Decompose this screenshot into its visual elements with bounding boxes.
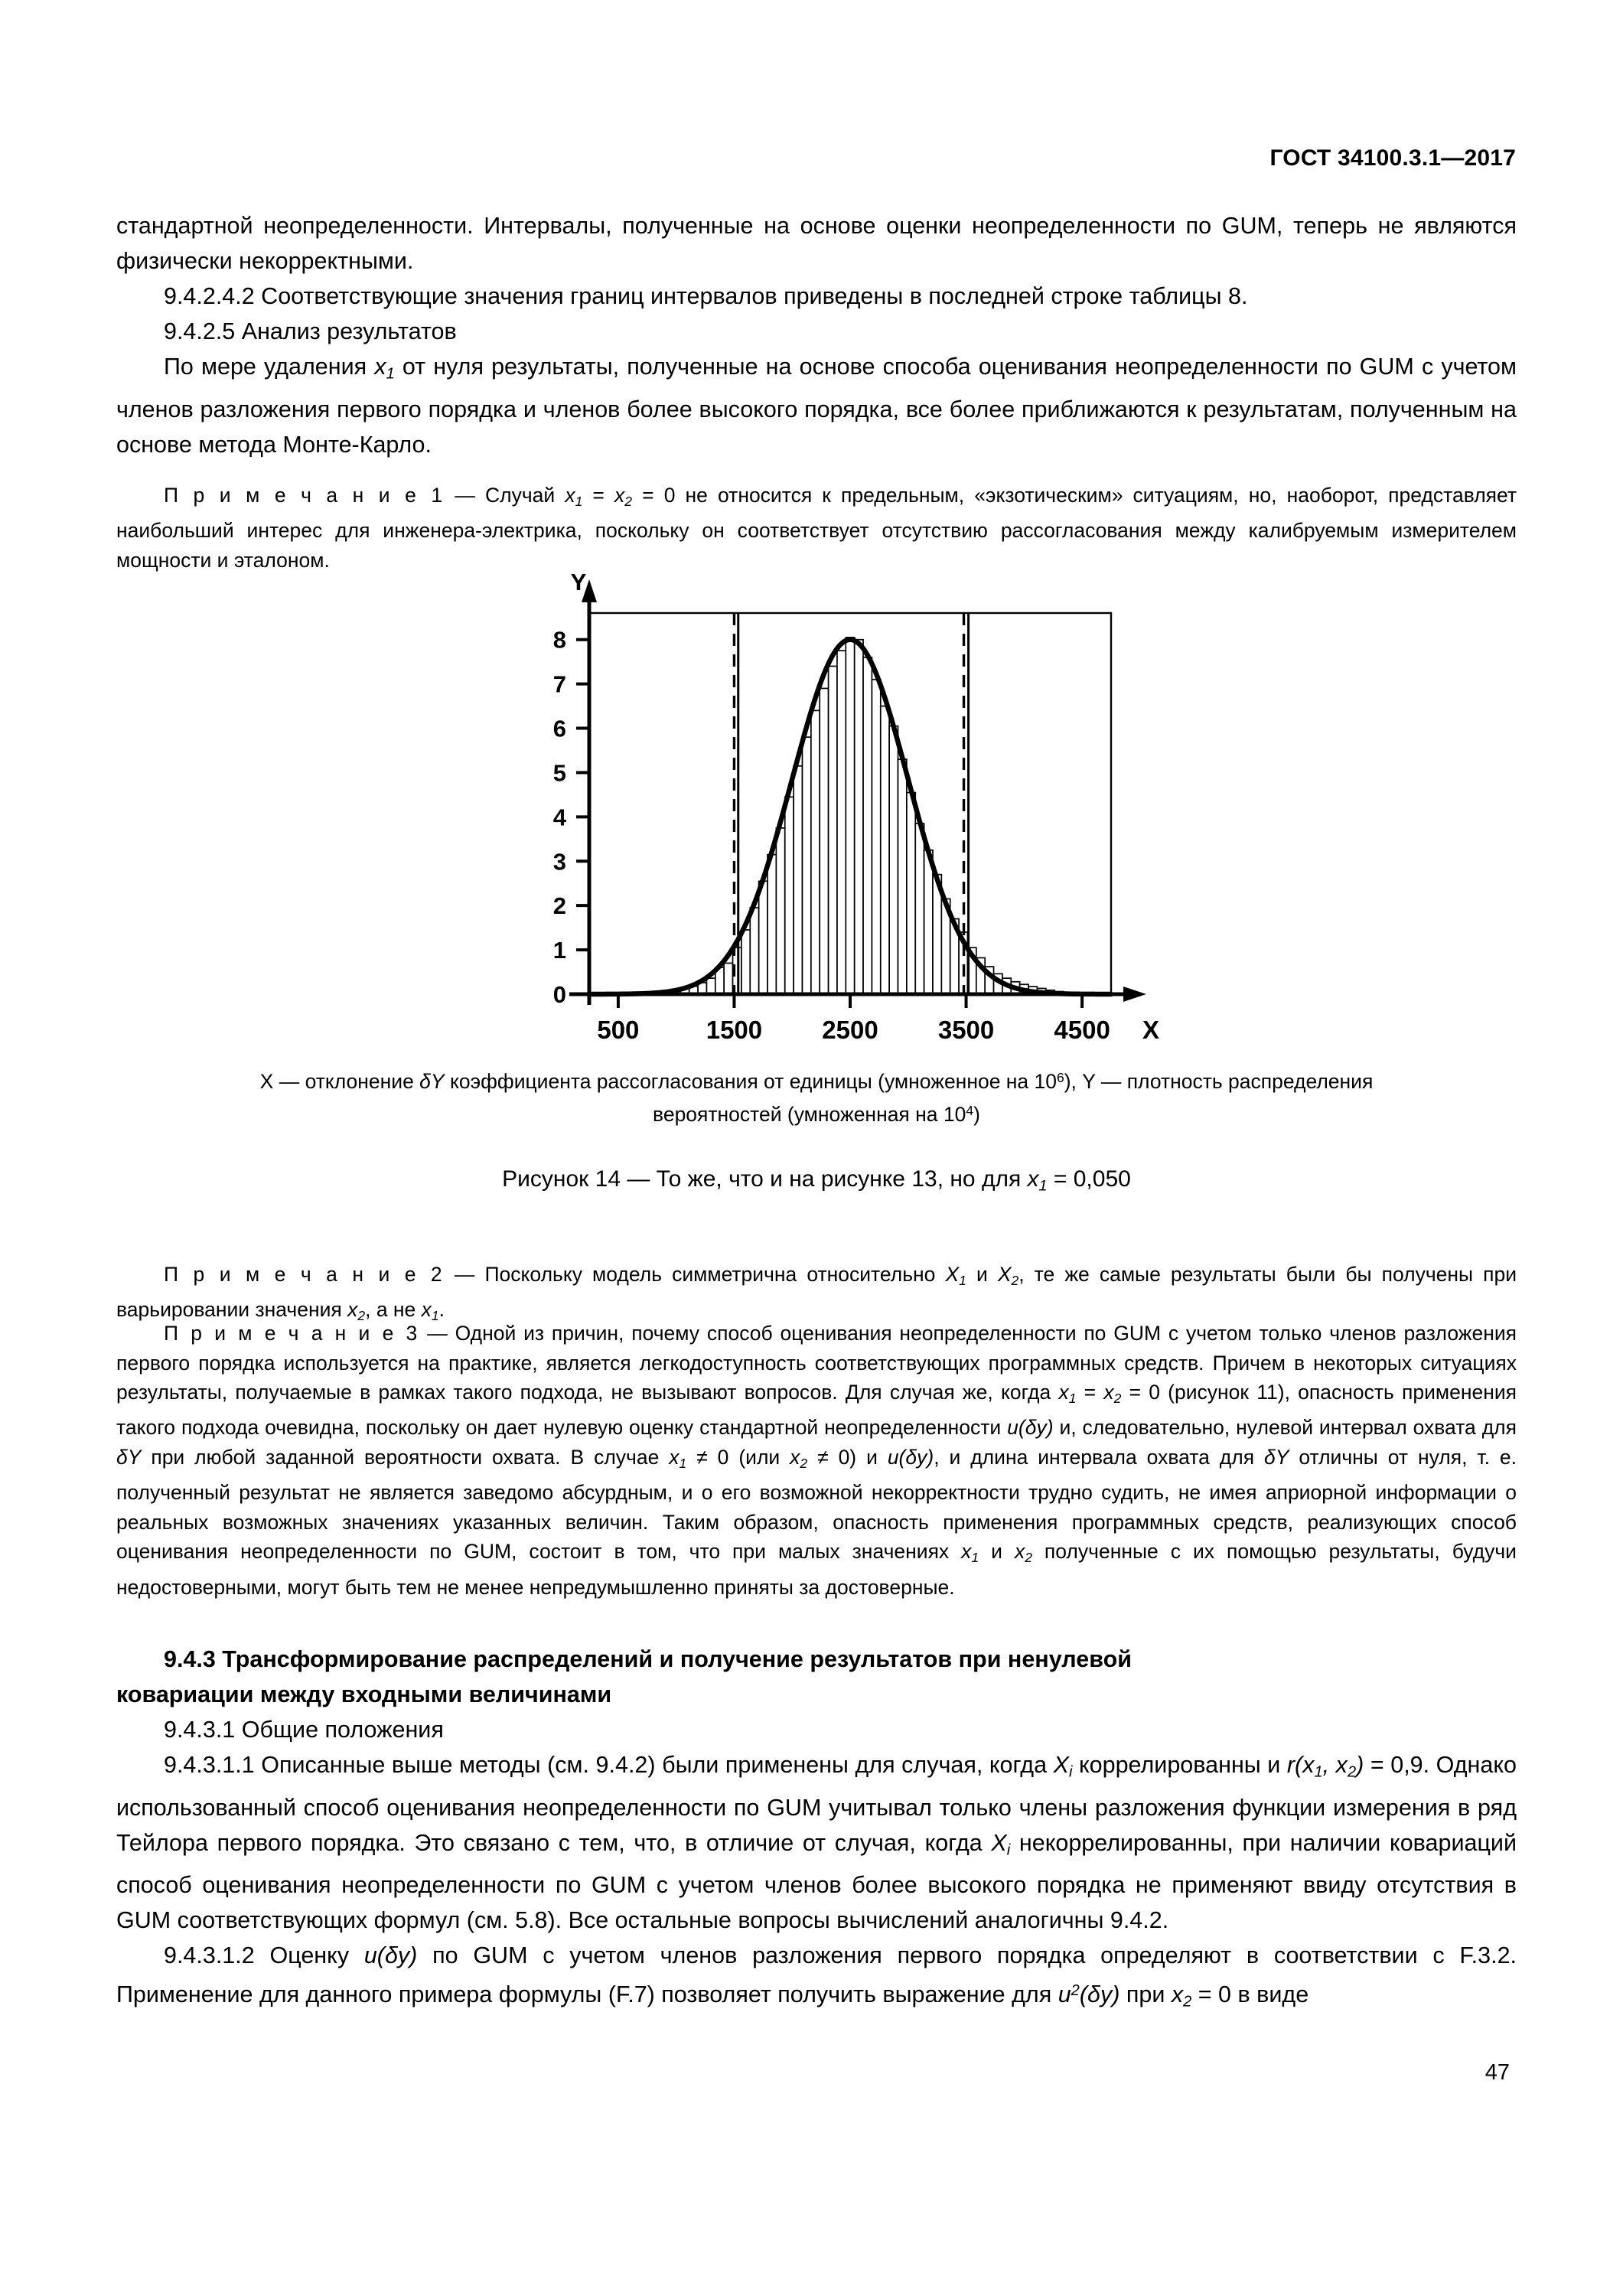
standard-number: ГОСТ 34100.3.1—2017 xyxy=(1269,145,1516,171)
paragraph-continued xyxy=(116,208,1517,279)
x-tick-label: 2500 xyxy=(822,1016,878,1044)
var-x1: $x_1$ xyxy=(669,1445,687,1471)
note-3-lead: П р и м е ч а н и е 3 xyxy=(164,1322,420,1345)
histogram-bar xyxy=(924,850,933,994)
var-x1: $x_1$ xyxy=(1058,1381,1077,1406)
figure-14 xyxy=(116,569,1517,1201)
note-2: П р и м е ч а н и е 2 — Поскольку модель симметрична относительно $X_1$ и $X_2$, те же самые результаты были бы получены при варьировании значения $x_2$, а не $x_1$. xyxy=(116,1263,1517,1324)
intro-paragraphs xyxy=(116,208,1517,462)
histogram-bar xyxy=(872,680,880,994)
histogram-bar xyxy=(829,666,837,994)
var-x2: $x_2$ xyxy=(790,1445,808,1471)
page-number: 47 xyxy=(1484,2060,1510,2085)
x-tick-label: 3500 xyxy=(937,1016,995,1044)
histogram-bar xyxy=(907,793,915,994)
histogram-bar xyxy=(724,963,732,994)
x-axis-label: X xyxy=(1142,1016,1160,1044)
y-tick-label: 6 xyxy=(552,715,566,742)
u-delta-y: u(δy) xyxy=(363,1942,418,1969)
x-tick-label: 1500 xyxy=(706,1016,763,1044)
y-tick-label: 3 xyxy=(552,848,566,876)
para-top-line1: стандартной неопределенности. Интервалы, полученные на основе оценки неопределенности по GUM, xyxy=(116,213,1283,239)
y-tick-label: 1 xyxy=(552,937,566,964)
histogram-bar xyxy=(846,638,854,994)
histogram-bar xyxy=(915,823,924,994)
histogram-bar xyxy=(768,855,776,994)
histogram-bar xyxy=(706,978,715,994)
u-squared-delta-y: $u^2(\delta y)$ xyxy=(1058,1981,1120,2008)
clause-9-4-3-1: 9.4.3.1 Общие положения xyxy=(164,1717,444,1743)
histogram-bar xyxy=(794,766,802,994)
note-1-lead: П р и м е ч а н и е 1 xyxy=(164,484,445,507)
note-1: П р и м е ч а н и е 1 — Случай $x_1 = x_2 = 0$ не относится к предельным, «экзотическим» ситуациям, но, наоборот, представляет наибольший интерес для инженера-электрика, поскольку он соответствует отсутствию рассогласования между калибруемым измерителем мощности и эталоном. xyxy=(116,484,1517,572)
figure-axis-legend: X — отклонение δY коэффициента рассогласования от единицы (умноженное на $10^6$), Y — плотность распределения вероятностей (умноженная на $10^4$) xyxy=(259,1069,1374,1126)
u-delta-y: u(δy) xyxy=(1007,1416,1054,1440)
delta-y-symbol: δY xyxy=(419,1069,445,1093)
y-tick-label: 2 xyxy=(552,892,566,920)
y-tick-label: 8 xyxy=(552,626,566,654)
histogram-bar xyxy=(855,640,863,994)
histogram-bar xyxy=(750,908,758,994)
var-Xi: $X_i$ xyxy=(1053,1752,1073,1781)
section-9-4-3 xyxy=(116,1642,1517,2020)
histogram-bar xyxy=(759,881,768,994)
x-tick-label: 4500 xyxy=(1054,1016,1110,1044)
y-tick-label: 0 xyxy=(552,981,566,1008)
histogram-bar xyxy=(881,706,889,994)
corr-coefficient: $r(x_1$, $x_2$) xyxy=(1286,1752,1364,1781)
var-x2: $x_2$ xyxy=(1171,1981,1192,2011)
note-3: П р и м е ч а н и е 3 — Одной из причин, почему способ оценивания неопределенности по GUM с учетом только членов разложения первого порядка используется на практике, является легкодоступность соответствующих программных средств. Причем в некоторых ситуациях результаты, получаемые в рамках такого подхода, не вызывают вопросов. Для случая же, когда $x_1 = x_2 = 0$ (рисунок 11), опасность применения такого подхода очевидна, поскольку он дает нулевую оценку стандартной неопределенности u(δy) и, следовательно, нулевой интервал охвата для δY при любой заданной вероятности охвата. В случае $x_1 \ne 0$ (или $x_2 \ne 0$) и u(δy), и длина интервала охвата для δY отличны от нуля, т. е. полученный результат не является заведомо абсурдным, и о его возможной некорректности трудно судить, не имея априорной информации о реальных возможных значениях указанных величин. Таким образом, опасность применения программных средств, реализующих способ оценивания неопределенности по GUM, состоит в том, что при малых значениях $x_1$ и $x_2$ полученные с их помощью результаты, будучи недостоверными, могут быть тем не менее непредумышленно приняты за достоверные. xyxy=(116,1322,1517,1599)
var-x2: $x_2$ xyxy=(614,484,632,509)
histogram-bar xyxy=(811,710,820,994)
histogram-bar xyxy=(776,828,784,994)
clause-9-4-3-1-2: 9.4.3.1.2 Оценку u(δy) по GUM с учетом членов разложения первого порядка определяют в соответствии с F.3.2. Применение для данного примера формулы (F.7) позволяет получить выражение для $u^2(\delta y)$ при $x_2 = 0$ в виде xyxy=(116,1942,1517,2011)
page-header xyxy=(0,145,1516,171)
section-heading: 9.4.3 Трансформирование распределений и получение результатов при ненулевой xyxy=(164,1646,1132,1672)
histogram-bar xyxy=(820,688,828,994)
clause-9-4-2-5: 9.4.2.5 Анализ результатов xyxy=(164,318,457,344)
clause-9-4-2-4-2: 9.4.2.4.2 Соответствующие значения границ интервалов приведены в последней строке таблицы 8. xyxy=(164,283,1248,309)
u-delta-y: u(δy) xyxy=(887,1445,934,1469)
var-X2: $X_2$ xyxy=(997,1263,1019,1288)
var-x1: $x_1$ xyxy=(421,1298,439,1324)
histogram-bar xyxy=(802,737,810,994)
histogram-bar xyxy=(863,657,872,994)
delta-Y: δY xyxy=(1264,1445,1289,1469)
section-heading-line2: ковариации между входными величинами xyxy=(116,1681,612,1707)
chart-plot-area xyxy=(499,569,1160,1052)
figure-title: Рисунок 14 — То же, что и на рисунке 13, но для $x_1 = 0,050$ xyxy=(502,1166,1131,1195)
y-tick-label: 4 xyxy=(552,804,566,831)
x-axis-arrow xyxy=(1123,987,1146,1002)
histogram-bar xyxy=(837,651,846,994)
delta-Y: δY xyxy=(116,1445,142,1469)
var-x1: $x_1$ xyxy=(565,484,583,509)
paragraph-analysis: По мере удаления $x_1$ от нуля результаты, полученные на основе способа оценивания неопределенности по GUM с учетом членов разложения первого порядка и членов более высокого порядка, все более приближаются к результатам, полученным на основе метода Монте-Карло. xyxy=(116,354,1517,458)
var-x1: $x_1$ xyxy=(1027,1166,1048,1195)
histogram-bar xyxy=(785,797,794,994)
para-top-line2: теперь не являются физически некорректными. xyxy=(116,213,1517,274)
var-x2: $x_2$ xyxy=(347,1298,366,1324)
y-tick-label: 5 xyxy=(552,759,566,787)
var-x2: $x_2$ xyxy=(1103,1381,1122,1406)
note-2-lead: П р и м е ч а н и е 2 xyxy=(164,1263,445,1286)
var-x2: $x_2$ xyxy=(1014,1540,1032,1566)
histogram-bar xyxy=(741,930,750,994)
histogram-bars xyxy=(663,638,1064,994)
var-x1: $x_1$ xyxy=(961,1540,979,1566)
y-axis-label: Y xyxy=(570,569,587,595)
var-X1: $X_1$ xyxy=(945,1263,966,1288)
var-Xi: $X_i$ xyxy=(991,1829,1011,1859)
y-tick-label: 7 xyxy=(552,670,566,698)
histogram-bar xyxy=(898,759,907,994)
histogram-chart xyxy=(499,569,1160,1052)
var-x1: $x_1$ xyxy=(374,354,395,383)
clause-9-4-3-1-1: 9.4.3.1.1 Описанные выше методы (см. 9.4.2) были применены для случая, когда $X_i$ коррелированны и $r(x_1$, $x_2) = 0,9$. Однако использованный способ оценивания неопределенности по GUM учитывал только члены разложения функции измерения в ряд Тейлора первого порядка. Это связано с тем, что, в отличие от случая, когда $X_i$ некоррелированны, при наличии ковариаций способ оценивания неопределенности по GUM с учетом членов более высокого порядка не применяют ввиду отсутствия в GUM соответствующих формул (см. 5.8). Все остальные вопросы вычислений аналогичны 9.4.2. xyxy=(116,1752,1517,1934)
x-tick-label: 500 xyxy=(597,1016,640,1044)
histogram-bar xyxy=(889,726,898,994)
